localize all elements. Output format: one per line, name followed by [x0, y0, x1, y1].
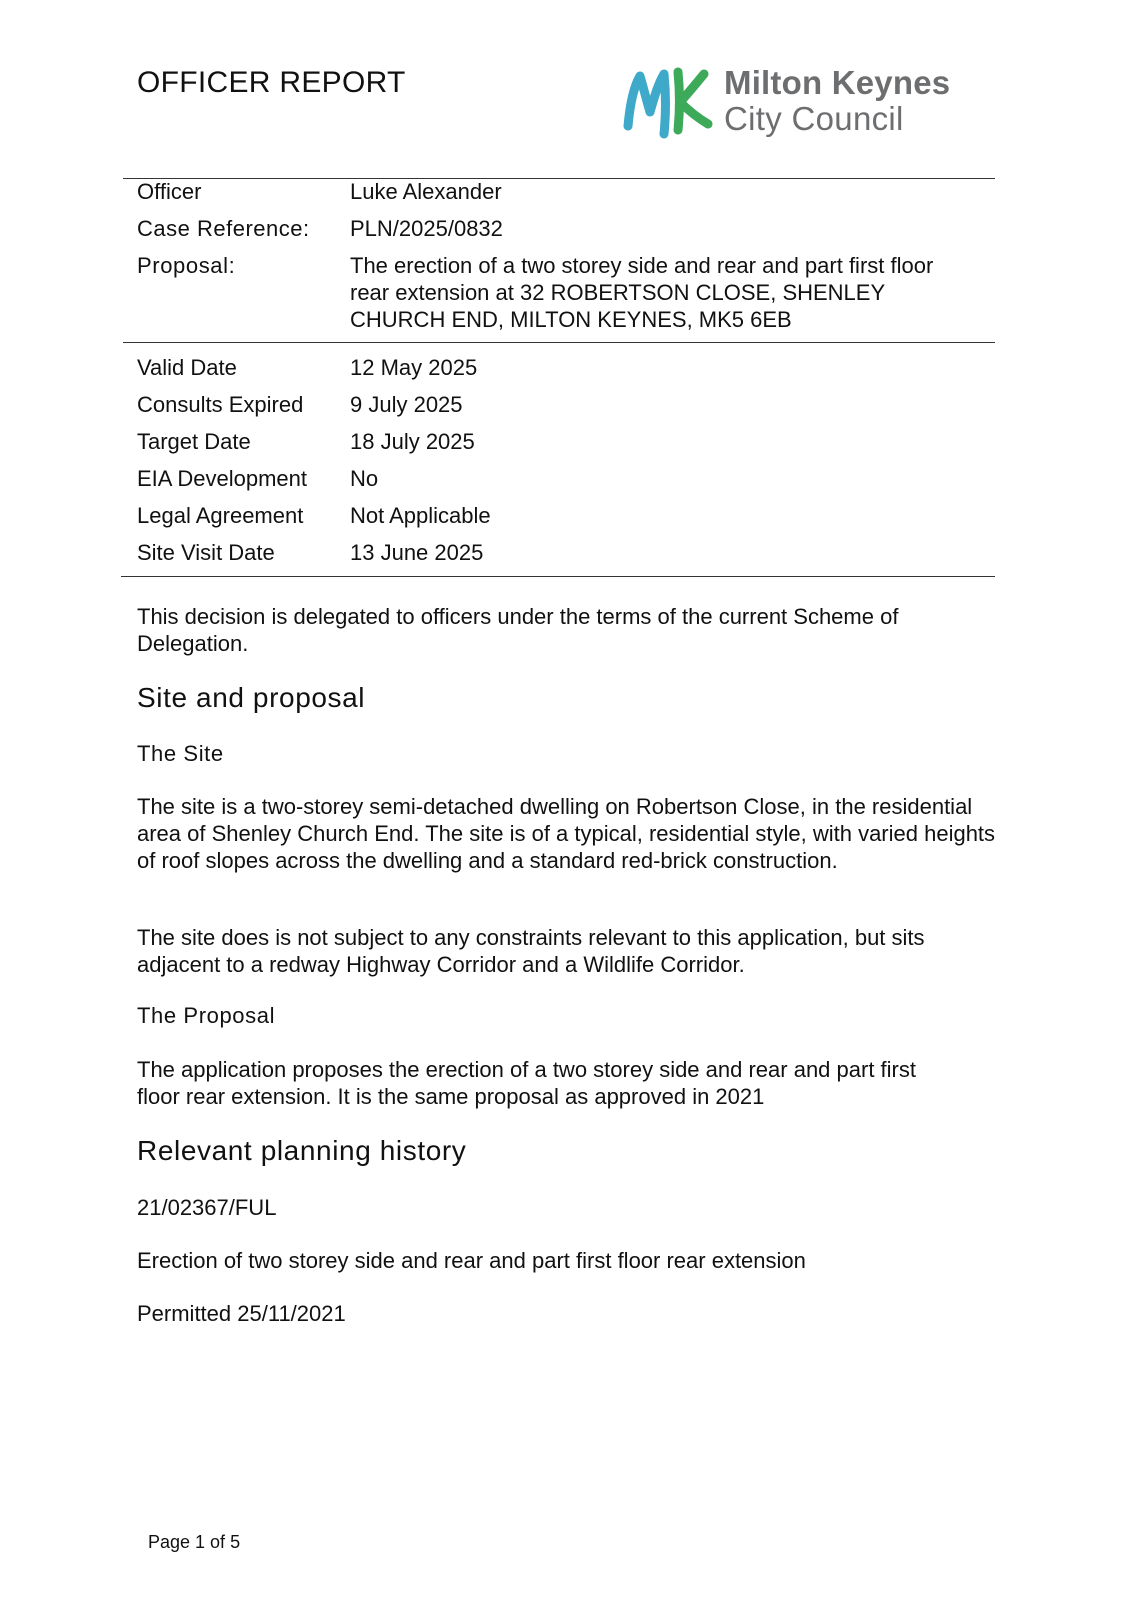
detail-label: Proposal:	[137, 253, 236, 278]
page-title: OFFICER REPORT	[137, 66, 406, 99]
logo-name-line1: Milton Keynes	[724, 64, 951, 101]
detail-value: No	[350, 466, 379, 491]
detail-label: Target Date	[137, 429, 251, 454]
detail-value: The erection of a two storey side and rear and part first floor rear extension at 32 ROBERTSON CLOSE, SHENLEY CHURCH END, MILTON KEYNES, MK5 6EB	[350, 253, 934, 332]
subheading-the-site: The Site	[137, 741, 224, 766]
detail-value: Luke Alexander	[350, 179, 502, 204]
divider-middle	[123, 342, 995, 343]
detail-label: Valid Date	[137, 355, 237, 380]
history-decision: Permitted 25/11/2021	[137, 1301, 346, 1326]
detail-value: PLN/2025/0832	[350, 216, 503, 241]
detail-label: Consults Expired	[137, 392, 304, 417]
council-logo	[620, 64, 990, 144]
detail-label: Officer	[137, 179, 202, 204]
detail-label: Legal Agreement	[137, 503, 304, 528]
logo-name-line2: City Council	[724, 100, 904, 137]
detail-value: 18 July 2025	[350, 429, 475, 454]
subheading-the-proposal: The Proposal	[137, 1003, 276, 1028]
page-number: Page 1 of 5	[148, 1532, 241, 1552]
site-description: The site is a two-storey semi-detached dwelling on Robertson Close, in the residential area of Shenley Church End. The site is of a typical, residential style, with varied heights of roof slopes across the dwelling and a standard red-brick construction.	[137, 794, 996, 873]
detail-value: Not Applicable	[350, 503, 491, 528]
history-description: Erection of two storey side and rear and part first floor rear extension	[137, 1248, 806, 1273]
proposal-description: The application proposes the erection of a two storey side and rear and part first floor rear extension. It is the same proposal as approved in 2021	[137, 1057, 916, 1109]
detail-value: 12 May 2025	[350, 355, 478, 380]
detail-value: 13 June 2025	[350, 540, 484, 565]
history-reference: 21/02367/FUL	[137, 1195, 277, 1220]
detail-label: Site Visit Date	[137, 540, 275, 565]
detail-label: EIA Development	[137, 466, 307, 491]
detail-value: 9 July 2025	[350, 392, 463, 417]
divider-bottom	[121, 576, 995, 577]
detail-label: Case Reference:	[137, 216, 310, 241]
mk-logo-mark-icon	[620, 64, 716, 144]
section-heading-planning-history: Relevant planning history	[137, 1135, 467, 1166]
site-constraints: The site does is not subject to any constraints relevant to this application, but sits adjacent to a redway Highway Corridor and a Wildlife Corridor.	[137, 925, 925, 977]
section-heading-site-and-proposal: Site and proposal	[137, 682, 366, 713]
delegation-note: This decision is delegated to officers under the terms of the current Scheme of Delegation.	[137, 604, 899, 656]
